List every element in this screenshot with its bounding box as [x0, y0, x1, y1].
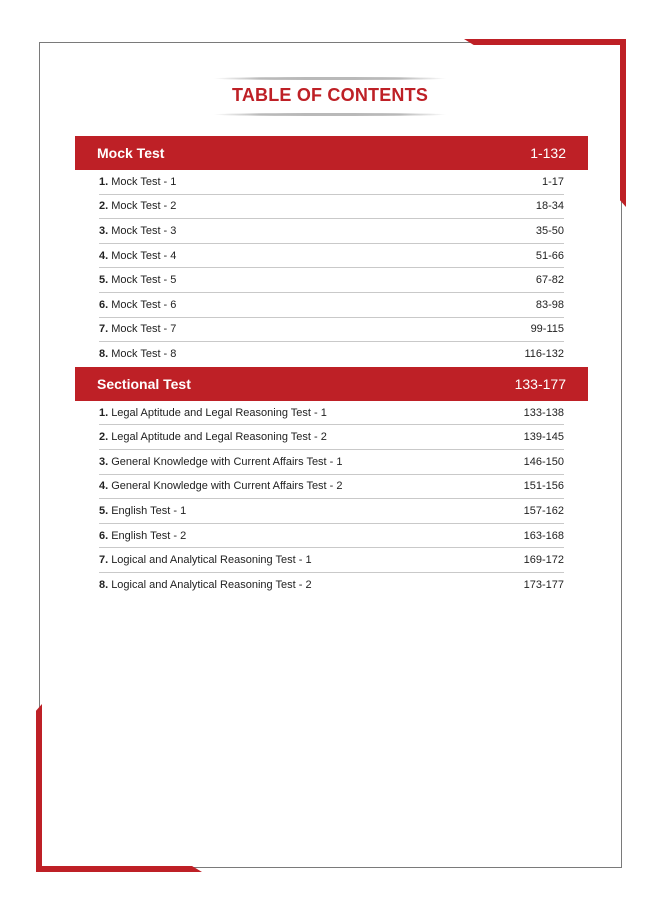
entry-number: 4. — [99, 480, 109, 493]
section-page-range: 133-177 — [514, 375, 566, 392]
entry-number: 6. — [99, 529, 109, 542]
toc-entry[interactable] — [99, 524, 564, 549]
title-rule-top — [213, 77, 447, 80]
corner-accent-bottom-left — [36, 866, 202, 872]
entry-number: 1. — [99, 175, 109, 188]
entry-label: Logical and Analytical Reasoning Test - 2 — [111, 579, 312, 592]
entry-number: 5. — [99, 504, 109, 517]
toc-entry[interactable] — [99, 195, 564, 220]
entry-label: Legal Aptitude and Legal Reasoning Test - 2 — [111, 431, 327, 444]
entry-pages: 116-132 — [524, 348, 564, 361]
corner-accent-top-right — [464, 39, 626, 45]
entry-label: Mock Test - 3 — [111, 224, 177, 237]
entry-pages: 151-156 — [523, 480, 564, 493]
entry-number: 4. — [99, 249, 109, 262]
entry-number: 7. — [99, 554, 109, 567]
entry-label: English Test - 1 — [111, 504, 187, 517]
toc-entry[interactable] — [99, 293, 564, 318]
toc-entry[interactable] — [99, 170, 564, 195]
entry-label: Mock Test - 8 — [111, 348, 177, 361]
section-name: Mock Test — [97, 145, 165, 161]
corner-accent-bottom-left-vertical — [36, 704, 42, 872]
toc-entry[interactable] — [99, 450, 564, 475]
entry-label: Logical and Analytical Reasoning Test - 1 — [111, 554, 312, 567]
entry-pages: 83-98 — [535, 298, 564, 311]
table-of-contents — [75, 136, 588, 598]
section-mock-test — [75, 136, 588, 367]
entry-number: 6. — [99, 298, 109, 311]
toc-entry[interactable] — [99, 219, 564, 244]
entry-label: Mock Test - 5 — [111, 274, 177, 287]
toc-entry[interactable] — [99, 499, 564, 524]
entry-number: 2. — [99, 431, 109, 444]
toc-entry[interactable] — [99, 268, 564, 293]
entry-pages: 1-17 — [541, 175, 564, 188]
entry-pages: 169-172 — [523, 554, 564, 567]
entry-number: 1. — [99, 406, 109, 419]
entry-pages: 18-34 — [535, 200, 564, 213]
entry-pages: 146-150 — [523, 455, 564, 468]
section-header[interactable] — [75, 136, 588, 170]
entry-label: General Knowledge with Current Affairs Test - 2 — [111, 480, 343, 493]
page-title: TABLE OF CONTENTS — [231, 85, 429, 105]
entry-label: English Test - 2 — [111, 529, 187, 542]
entry-number: 8. — [99, 348, 109, 361]
title-rule-bottom — [213, 113, 447, 116]
toc-entry[interactable] — [99, 425, 564, 450]
entry-pages: 133-138 — [523, 406, 564, 419]
entry-label: Mock Test - 7 — [111, 323, 177, 336]
title-block — [213, 77, 447, 117]
entry-number: 7. — [99, 323, 109, 336]
toc-entry[interactable] — [99, 573, 564, 598]
toc-entry[interactable] — [99, 318, 564, 343]
entry-pages: 35-50 — [535, 224, 564, 237]
section-page-range: 1-132 — [530, 145, 566, 161]
section-name: Sectional Test — [97, 375, 191, 392]
entry-pages: 67-82 — [535, 274, 564, 287]
toc-entry[interactable] — [99, 244, 564, 269]
entry-pages: 157-162 — [523, 504, 564, 517]
corner-accent-top-right-vertical — [620, 39, 626, 207]
entry-pages: 99-115 — [530, 323, 564, 336]
section-header[interactable] — [75, 367, 588, 401]
toc-entry[interactable] — [99, 475, 564, 500]
entry-pages: 139-145 — [523, 431, 564, 444]
toc-entry[interactable] — [99, 342, 564, 367]
entry-pages: 51-66 — [535, 249, 564, 262]
entry-label: Mock Test - 6 — [111, 298, 177, 311]
entry-label: Legal Aptitude and Legal Reasoning Test - 1 — [111, 406, 327, 419]
section-entries — [75, 170, 588, 367]
entry-label: Mock Test - 1 — [111, 175, 177, 188]
entry-number: 8. — [99, 579, 109, 592]
entry-label: Mock Test - 2 — [111, 200, 177, 213]
section-sectional-test — [75, 367, 588, 598]
entry-number: 3. — [99, 455, 109, 468]
entry-number: 2. — [99, 200, 109, 213]
section-entries — [75, 401, 588, 598]
entry-number: 5. — [99, 274, 109, 287]
entry-label: General Knowledge with Current Affairs Test - 1 — [111, 455, 343, 468]
entry-pages: 163-168 — [523, 529, 564, 542]
toc-entry[interactable] — [99, 401, 564, 426]
toc-entry[interactable] — [99, 548, 564, 573]
entry-pages: 173-177 — [523, 579, 564, 592]
entry-label: Mock Test - 4 — [111, 249, 177, 262]
entry-number: 3. — [99, 224, 109, 237]
